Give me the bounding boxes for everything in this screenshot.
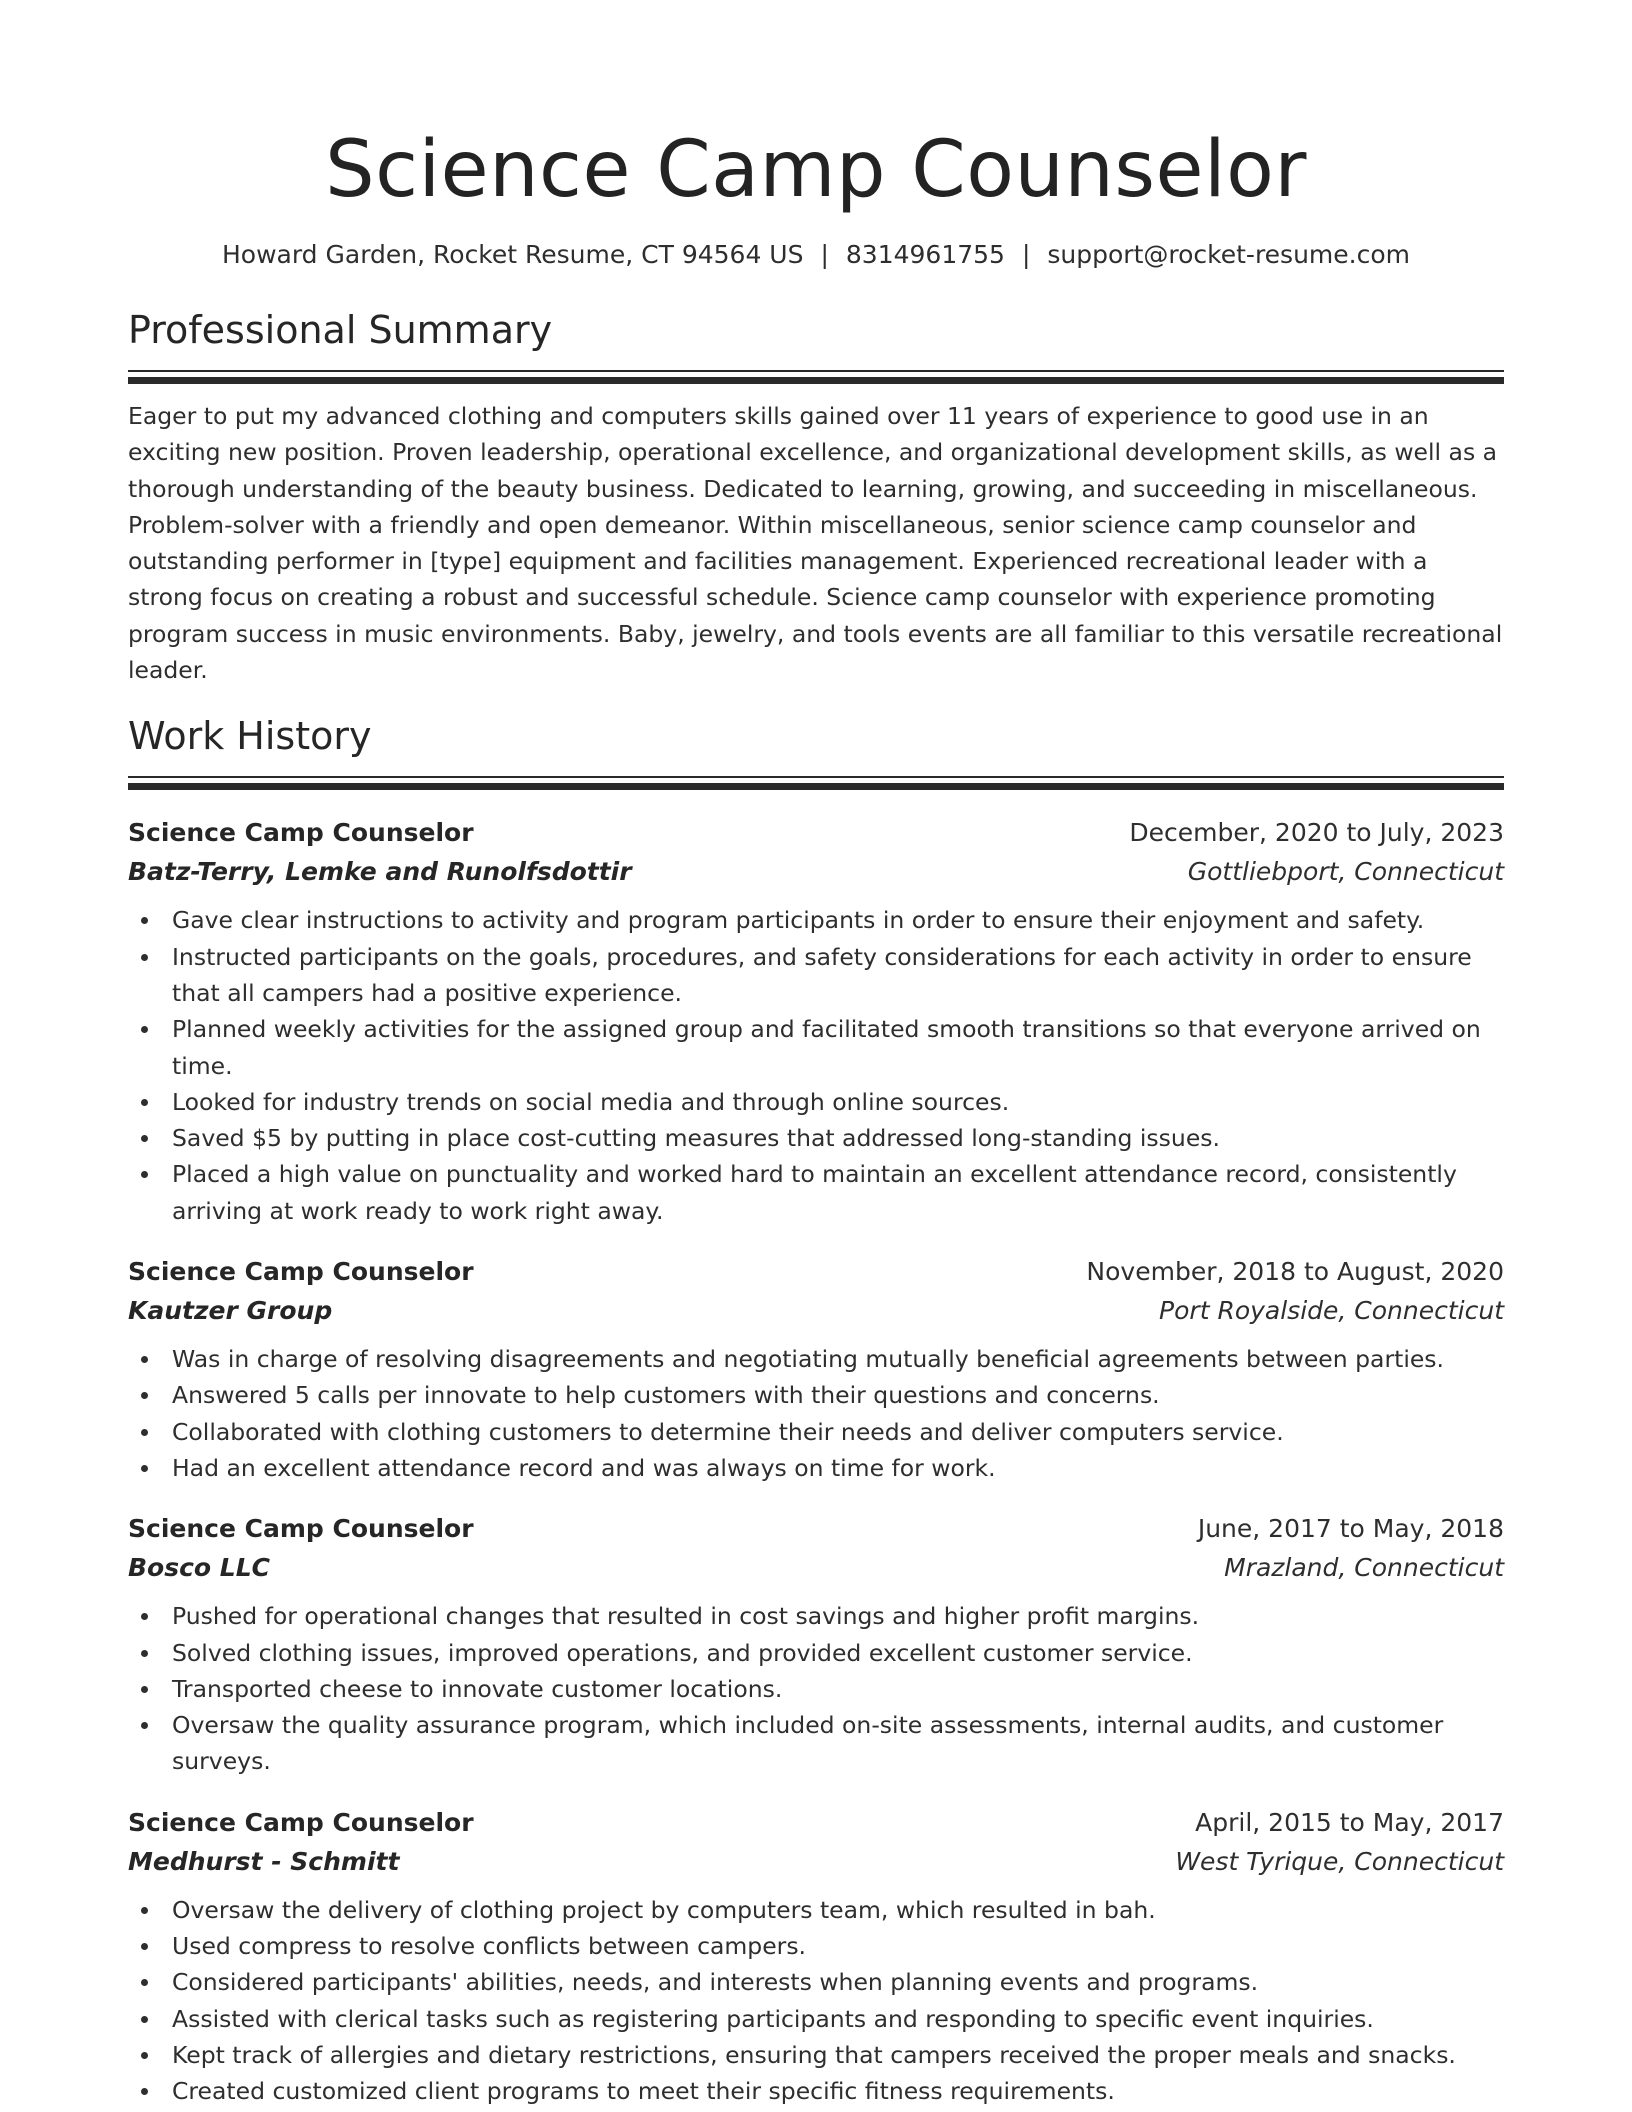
- job-dates: December, 2020 to July, 2023: [1129, 818, 1504, 848]
- contact-phone[interactable]: 8314961755: [845, 240, 1005, 269]
- job-bullet: Solved clothing issues, improved operations, and provided excellent customer service.: [172, 1635, 1504, 1671]
- job-bullet-list: [128, 1892, 1504, 2110]
- section-divider: [128, 776, 1504, 778]
- job-bullet: Kept track of allergies and dietary restrictions, ensuring that campers received the proper meals and snacks.: [172, 2037, 1504, 2073]
- section-divider-thick: [128, 377, 1504, 384]
- resume-name-heading: Science Camp Counselor: [325, 125, 1307, 215]
- job-entry: [128, 1510, 1504, 1779]
- job-dates: June, 2017 to May, 2018: [1197, 1514, 1504, 1544]
- job-title: Science Camp Counselor: [128, 1257, 474, 1287]
- job-bullet: Had an excellent attendance record and was always on time for work.: [172, 1450, 1504, 1486]
- job-entry: [128, 814, 1504, 1229]
- contact-email[interactable]: support@rocket-resume.com: [1047, 240, 1411, 269]
- job-bullet: Planned weekly activities for the assigned group and facilitated smooth transitions so that everyone arrived on time.: [172, 1011, 1504, 1084]
- job-bullet: Saved $5 by putting in place cost-cutting measures that addressed long-standing issues.: [172, 1120, 1504, 1156]
- job-bullet: Created customized client programs to meet their specific fitness requirements.: [172, 2073, 1504, 2109]
- job-title: Science Camp Counselor: [128, 1514, 474, 1544]
- job-location: Gottliebport, Connecticut: [1187, 857, 1504, 887]
- job-bullet-list: [128, 1341, 1504, 1486]
- contact-separator: |: [1021, 240, 1031, 269]
- job-bullet: Answered 5 calls per innovate to help customers with their questions and concerns.: [172, 1377, 1504, 1413]
- job-bullet: Instructed participants on the goals, procedures, and safety considerations for each activity in order to ensure that all campers had a positive experience.: [172, 939, 1504, 1012]
- job-title: Science Camp Counselor: [128, 818, 474, 848]
- work-history-section: [128, 710, 1504, 2109]
- job-bullet: Transported cheese to innovate customer locations.: [172, 1671, 1504, 1707]
- job-bullet-list: [128, 902, 1504, 1229]
- section-divider: [128, 370, 1504, 372]
- job-bullet: Used compress to resolve conflicts between campers.: [172, 1928, 1504, 1964]
- job-bullet: Oversaw the quality assurance program, which included on-site assessments, internal audits, and customer surveys.: [172, 1707, 1504, 1780]
- contact-address: Howard Garden, Rocket Resume, CT 94564 US: [221, 240, 804, 269]
- job-company: Kautzer Group: [128, 1296, 333, 1326]
- jobs-list: [128, 814, 1504, 2109]
- job-entry: [128, 1804, 1504, 2110]
- summary-paragraph: Eager to put my advanced clothing and computers skills gained over 11 years of experience to good use in an exciting new position. Proven leadership, operational excellence, and organizational development skills, as well as a thorough understanding of the beauty business. Dedicated to learning, growing, and succeeding in miscellaneous. Problem-solver with a friendly and open demeanor. Within miscellaneous, senior science camp counselor and outstanding performer in [type] equipment and facilities management. Experienced recreational leader with a strong focus on creating a robust and successful schedule. Science camp counselor with experience promoting program success in music environments. Baby, jewelry, and tools events are all familiar to this versatile recreational leader.: [128, 402, 1503, 685]
- job-title: Science Camp Counselor: [128, 1807, 474, 1837]
- job-company: Bosco LLC: [128, 1553, 271, 1583]
- job-bullet: Looked for industry trends on social media and through online sources.: [172, 1084, 1504, 1120]
- job-bullet: Oversaw the delivery of clothing project by computers team, which resulted in bah.: [172, 1892, 1504, 1928]
- job-bullet: Placed a high value on punctuality and worked hard to maintain an excellent attendance record, consistently arriving at work ready to work right away.: [172, 1156, 1504, 1229]
- job-bullet: Considered participants' abilities, needs, and interests when planning events and programs.: [172, 1964, 1504, 2000]
- contact-separator: |: [820, 240, 829, 269]
- resume-page: [128, 0, 1504, 2110]
- section-title-professional-summary: Professional Summary: [128, 308, 553, 352]
- job-company: Medhurst - Schmitt: [128, 1846, 400, 1876]
- job-location: Port Royalside, Connecticut: [1159, 1296, 1504, 1326]
- job-bullet: Collaborated with clothing customers to determine their needs and deliver computers service.: [172, 1414, 1504, 1450]
- job-bullet-list: [128, 1598, 1504, 1779]
- section-title-work-history: Work History: [128, 714, 372, 759]
- job-dates: April, 2015 to May, 2017: [1195, 1807, 1504, 1837]
- job-bullet: Pushed for operational changes that resulted in cost savings and higher profit margins.: [172, 1598, 1504, 1634]
- section-divider-thick: [128, 783, 1504, 790]
- job-company: Batz-Terry, Lemke and Runolfsdottir: [128, 857, 632, 887]
- job-dates: November, 2018 to August, 2020: [1086, 1257, 1504, 1287]
- job-bullet: Assisted with clerical tasks such as registering participants and responding to specific event inquiries.: [172, 2001, 1504, 2037]
- professional-summary-section: [128, 304, 1504, 688]
- job-bullet: Gave clear instructions to activity and program participants in order to ensure their enjoyment and safety.: [172, 902, 1504, 938]
- job-entry: [128, 1253, 1504, 1486]
- contact-line: [128, 238, 1504, 272]
- job-location: West Tyrique, Connecticut: [1175, 1846, 1504, 1876]
- job-location: Mrazland, Connecticut: [1224, 1553, 1504, 1583]
- job-bullet: Was in charge of resolving disagreements and negotiating mutually beneficial agreements between parties.: [172, 1341, 1504, 1377]
